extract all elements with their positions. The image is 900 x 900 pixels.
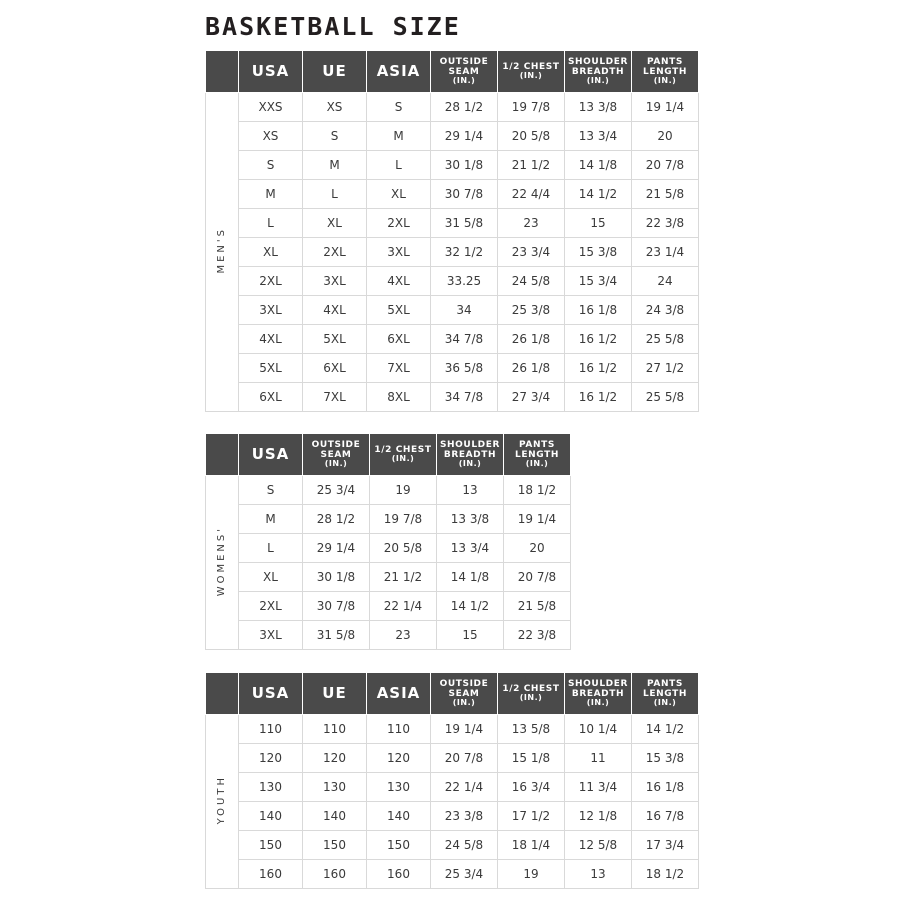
table-cell: 20 5/8 — [370, 534, 437, 563]
row-group-label-text: YOUTH — [216, 775, 227, 825]
table-cell: 14 1/2 — [565, 180, 632, 209]
table-cell: 21 1/2 — [370, 563, 437, 592]
table-cell: 23 3/8 — [431, 802, 498, 831]
table-cell: 27 1/2 — [632, 354, 699, 383]
table-cell: 3XL — [239, 621, 303, 650]
table-row — [206, 122, 699, 151]
table-cell: 26 1/8 — [498, 354, 565, 383]
table-cell: 14 1/2 — [632, 715, 699, 744]
table-cell: 120 — [303, 744, 367, 773]
table-cell: 16 7/8 — [632, 802, 699, 831]
column-header-label: 1/2 CHEST — [374, 445, 432, 456]
table-cell: 30 1/8 — [431, 151, 498, 180]
table-cell: 8XL — [367, 383, 431, 412]
table-cell: 24 5/8 — [498, 267, 565, 296]
womens-size-table-block — [205, 433, 571, 650]
table-cell: 12 1/8 — [565, 802, 632, 831]
table-cell: 16 1/2 — [565, 325, 632, 354]
column-header-unit: (IN.) — [452, 698, 476, 708]
table-cell: 34 7/8 — [431, 325, 498, 354]
table-cell: 110 — [239, 715, 303, 744]
table-cell: L — [303, 180, 367, 209]
column-header-label: USA — [251, 62, 290, 81]
table-cell: M — [239, 505, 303, 534]
column-header-label: USA — [251, 445, 290, 464]
column-header-unit: (IN.) — [653, 76, 677, 86]
table-cell: M — [303, 151, 367, 180]
table-row — [206, 831, 699, 860]
table-cell: 21 5/8 — [632, 180, 699, 209]
table-cell: 11 3/4 — [565, 773, 632, 802]
table-row — [206, 534, 571, 563]
youth-size-table-block — [205, 672, 699, 889]
column-header-1-2-chest — [370, 434, 437, 476]
column-header-unit: (IN.) — [458, 459, 482, 469]
table-cell: 14 1/2 — [437, 592, 504, 621]
column-header-unit: (IN.) — [586, 698, 610, 708]
column-header-usa — [239, 673, 303, 715]
row-group-label-youth — [206, 715, 239, 889]
column-header-outside-seam — [431, 51, 498, 93]
table-cell: 34 7/8 — [431, 383, 498, 412]
table-row — [206, 860, 699, 889]
column-header-label: ASIA — [376, 62, 421, 81]
table-cell: 2XL — [239, 267, 303, 296]
column-header-label: USA — [251, 684, 290, 703]
table-cell: 19 — [498, 860, 565, 889]
column-header-asia — [367, 673, 431, 715]
table-cell: 23 — [370, 621, 437, 650]
table-cell: 120 — [239, 744, 303, 773]
mens-size-table — [205, 50, 699, 412]
table-cell: 110 — [367, 715, 431, 744]
table-row — [206, 209, 699, 238]
table-cell: 110 — [303, 715, 367, 744]
column-header-label: OUTSIDE SEAM — [439, 57, 489, 78]
table-cell: 120 — [367, 744, 431, 773]
table-cell: 17 1/2 — [498, 802, 565, 831]
table-cell: 13 3/8 — [565, 93, 632, 122]
table-cell: 30 1/8 — [303, 563, 370, 592]
column-header-unit: (IN.) — [324, 459, 348, 469]
table-cell: 3XL — [303, 267, 367, 296]
table-row — [206, 744, 699, 773]
table-cell: 4XL — [303, 296, 367, 325]
table-cell: 6XL — [367, 325, 431, 354]
table-cell: 160 — [239, 860, 303, 889]
table-cell: 130 — [367, 773, 431, 802]
table-cell: 13 — [437, 476, 504, 505]
column-header-ue — [303, 51, 367, 93]
header-corner-cell — [206, 51, 239, 93]
table-cell: 2XL — [367, 209, 431, 238]
column-header-label: OUTSIDE SEAM — [439, 679, 489, 700]
table-cell: S — [367, 93, 431, 122]
table-cell: 6XL — [239, 383, 303, 412]
table-cell: 16 1/8 — [565, 296, 632, 325]
table-cell: 15 — [565, 209, 632, 238]
column-header-label: 1/2 CHEST — [502, 684, 560, 695]
column-header-label: UE — [322, 62, 347, 81]
column-header-label: ASIA — [376, 684, 421, 703]
table-row — [206, 563, 571, 592]
table-cell: 130 — [303, 773, 367, 802]
column-header-pants-length — [632, 51, 699, 93]
table-cell: 160 — [367, 860, 431, 889]
table-cell: 5XL — [367, 296, 431, 325]
table-cell: XL — [303, 209, 367, 238]
youth-size-table — [205, 672, 699, 889]
table-cell: 15 3/4 — [565, 267, 632, 296]
column-header-label: PANTS LENGTH — [643, 679, 687, 700]
column-header-usa — [239, 434, 303, 476]
table-cell: 23 — [498, 209, 565, 238]
table-cell: 27 3/4 — [498, 383, 565, 412]
table-cell: XL — [367, 180, 431, 209]
table-cell: 11 — [565, 744, 632, 773]
column-header-unit: (IN.) — [519, 71, 543, 81]
table-cell: 13 3/8 — [437, 505, 504, 534]
table-row — [206, 715, 699, 744]
table-cell: 23 1/4 — [632, 238, 699, 267]
page-title: BASKETBALL SIZE — [205, 12, 461, 41]
table-row — [206, 325, 699, 354]
table-cell: 29 1/4 — [303, 534, 370, 563]
column-header-shoulder-breadth — [437, 434, 504, 476]
row-group-label-text: WOMENS' — [216, 525, 227, 597]
table-cell: 150 — [303, 831, 367, 860]
table-cell: 12 5/8 — [565, 831, 632, 860]
table-cell: 14 1/8 — [565, 151, 632, 180]
table-row — [206, 267, 699, 296]
table-cell: 18 1/2 — [632, 860, 699, 889]
table-row — [206, 505, 571, 534]
table-cell: 32 1/2 — [431, 238, 498, 267]
table-cell: 22 3/8 — [632, 209, 699, 238]
table-cell: 31 5/8 — [431, 209, 498, 238]
column-header-label: UE — [322, 684, 347, 703]
table-cell: 5XL — [303, 325, 367, 354]
column-header-pants-length — [632, 673, 699, 715]
table-cell: 14 1/8 — [437, 563, 504, 592]
table-cell: 22 1/4 — [370, 592, 437, 621]
header-corner-cell — [206, 434, 239, 476]
table-cell: 2XL — [239, 592, 303, 621]
column-header-pants-length — [504, 434, 571, 476]
table-cell: 28 1/2 — [303, 505, 370, 534]
table-cell: 13 3/4 — [565, 122, 632, 151]
table-cell: 19 7/8 — [370, 505, 437, 534]
table-cell: 15 3/8 — [565, 238, 632, 267]
table-cell: 160 — [303, 860, 367, 889]
column-header-1-2-chest — [498, 673, 565, 715]
table-cell: 18 1/2 — [504, 476, 571, 505]
column-header-outside-seam — [303, 434, 370, 476]
table-cell: 31 5/8 — [303, 621, 370, 650]
table-row — [206, 592, 571, 621]
table-cell: 140 — [303, 802, 367, 831]
column-header-usa — [239, 51, 303, 93]
table-cell: 20 5/8 — [498, 122, 565, 151]
table-cell: 30 7/8 — [431, 180, 498, 209]
column-header-label: PANTS LENGTH — [515, 440, 559, 461]
table-cell: 25 5/8 — [632, 325, 699, 354]
column-header-outside-seam — [431, 673, 498, 715]
mens-size-table-block — [205, 50, 699, 412]
table-cell: 17 3/4 — [632, 831, 699, 860]
table-cell: 21 5/8 — [504, 592, 571, 621]
table-cell: 16 1/2 — [565, 383, 632, 412]
column-header-ue — [303, 673, 367, 715]
table-row — [206, 383, 699, 412]
table-cell: 22 1/4 — [431, 773, 498, 802]
table-cell: M — [367, 122, 431, 151]
column-header-label: OUTSIDE SEAM — [311, 440, 361, 461]
column-header-label: SHOULDER BREADTH — [439, 440, 501, 461]
table-cell: S — [239, 476, 303, 505]
table-cell: 24 — [632, 267, 699, 296]
table-cell: 20 — [504, 534, 571, 563]
table-cell: 36 5/8 — [431, 354, 498, 383]
table-cell: 22 3/8 — [504, 621, 571, 650]
table-cell: 25 5/8 — [632, 383, 699, 412]
table-cell: XL — [239, 563, 303, 592]
table-cell: 2XL — [303, 238, 367, 267]
column-header-unit: (IN.) — [525, 459, 549, 469]
table-cell: 34 — [431, 296, 498, 325]
table-cell: L — [239, 534, 303, 563]
table-cell: 6XL — [303, 354, 367, 383]
table-cell: XL — [239, 238, 303, 267]
table-cell: XXS — [239, 93, 303, 122]
table-cell: 7XL — [367, 354, 431, 383]
table-cell: 150 — [367, 831, 431, 860]
table-cell: 25 3/8 — [498, 296, 565, 325]
table-cell: 20 — [632, 122, 699, 151]
table-cell: 130 — [239, 773, 303, 802]
table-cell: 150 — [239, 831, 303, 860]
column-header-label: SHOULDER BREADTH — [567, 57, 629, 78]
table-cell: 33.25 — [431, 267, 498, 296]
column-header-shoulder-breadth — [565, 673, 632, 715]
table-cell: 13 — [565, 860, 632, 889]
table-cell: 19 1/4 — [431, 715, 498, 744]
table-cell: 25 3/4 — [431, 860, 498, 889]
table-cell: S — [239, 151, 303, 180]
table-cell: 19 1/4 — [632, 93, 699, 122]
table-cell: 20 7/8 — [504, 563, 571, 592]
table-cell: 4XL — [239, 325, 303, 354]
table-cell: 21 1/2 — [498, 151, 565, 180]
table-cell: 140 — [239, 802, 303, 831]
table-cell: 30 7/8 — [303, 592, 370, 621]
table-cell: 22 4/4 — [498, 180, 565, 209]
table-cell: 13 5/8 — [498, 715, 565, 744]
table-cell: XS — [239, 122, 303, 151]
table-cell: M — [239, 180, 303, 209]
table-cell: S — [303, 122, 367, 151]
column-header-label: 1/2 CHEST — [502, 62, 560, 73]
table-cell: 24 3/8 — [632, 296, 699, 325]
table-cell: 5XL — [239, 354, 303, 383]
table-cell: L — [367, 151, 431, 180]
column-header-unit: (IN.) — [519, 693, 543, 703]
table-row — [206, 773, 699, 802]
table-cell: L — [239, 209, 303, 238]
table-cell: 10 1/4 — [565, 715, 632, 744]
table-row — [206, 476, 571, 505]
table-cell: 7XL — [303, 383, 367, 412]
table-row — [206, 180, 699, 209]
table-cell: 19 7/8 — [498, 93, 565, 122]
table-row — [206, 621, 571, 650]
table-cell: 28 1/2 — [431, 93, 498, 122]
table-cell: 15 3/8 — [632, 744, 699, 773]
row-group-label-womens — [206, 476, 239, 650]
table-cell: 16 1/2 — [565, 354, 632, 383]
column-header-unit: (IN.) — [586, 76, 610, 86]
row-group-label-text: MEN'S — [216, 227, 227, 274]
table-row — [206, 354, 699, 383]
table-row — [206, 151, 699, 180]
table-cell: 3XL — [367, 238, 431, 267]
column-header-unit: (IN.) — [452, 76, 476, 86]
table-row — [206, 802, 699, 831]
column-header-unit: (IN.) — [653, 698, 677, 708]
table-cell: 24 5/8 — [431, 831, 498, 860]
table-cell: 16 1/8 — [632, 773, 699, 802]
table-cell: 26 1/8 — [498, 325, 565, 354]
table-cell: 15 1/8 — [498, 744, 565, 773]
table-row — [206, 93, 699, 122]
table-cell: 3XL — [239, 296, 303, 325]
table-cell: 23 3/4 — [498, 238, 565, 267]
table-cell: 20 7/8 — [632, 151, 699, 180]
table-row — [206, 296, 699, 325]
table-cell: 18 1/4 — [498, 831, 565, 860]
table-cell: 15 — [437, 621, 504, 650]
column-header-label: SHOULDER BREADTH — [567, 679, 629, 700]
table-cell: 13 3/4 — [437, 534, 504, 563]
column-header-shoulder-breadth — [565, 51, 632, 93]
table-cell: 140 — [367, 802, 431, 831]
table-cell: 25 3/4 — [303, 476, 370, 505]
column-header-1-2-chest — [498, 51, 565, 93]
column-header-asia — [367, 51, 431, 93]
table-cell: 20 7/8 — [431, 744, 498, 773]
table-cell: 16 3/4 — [498, 773, 565, 802]
column-header-label: PANTS LENGTH — [643, 57, 687, 78]
table-row — [206, 238, 699, 267]
table-cell: 19 1/4 — [504, 505, 571, 534]
table-cell: 4XL — [367, 267, 431, 296]
womens-size-table — [205, 433, 571, 650]
table-cell: XS — [303, 93, 367, 122]
header-corner-cell — [206, 673, 239, 715]
column-header-unit: (IN.) — [391, 454, 415, 464]
row-group-label-mens — [206, 93, 239, 412]
table-cell: 29 1/4 — [431, 122, 498, 151]
table-cell: 19 — [370, 476, 437, 505]
